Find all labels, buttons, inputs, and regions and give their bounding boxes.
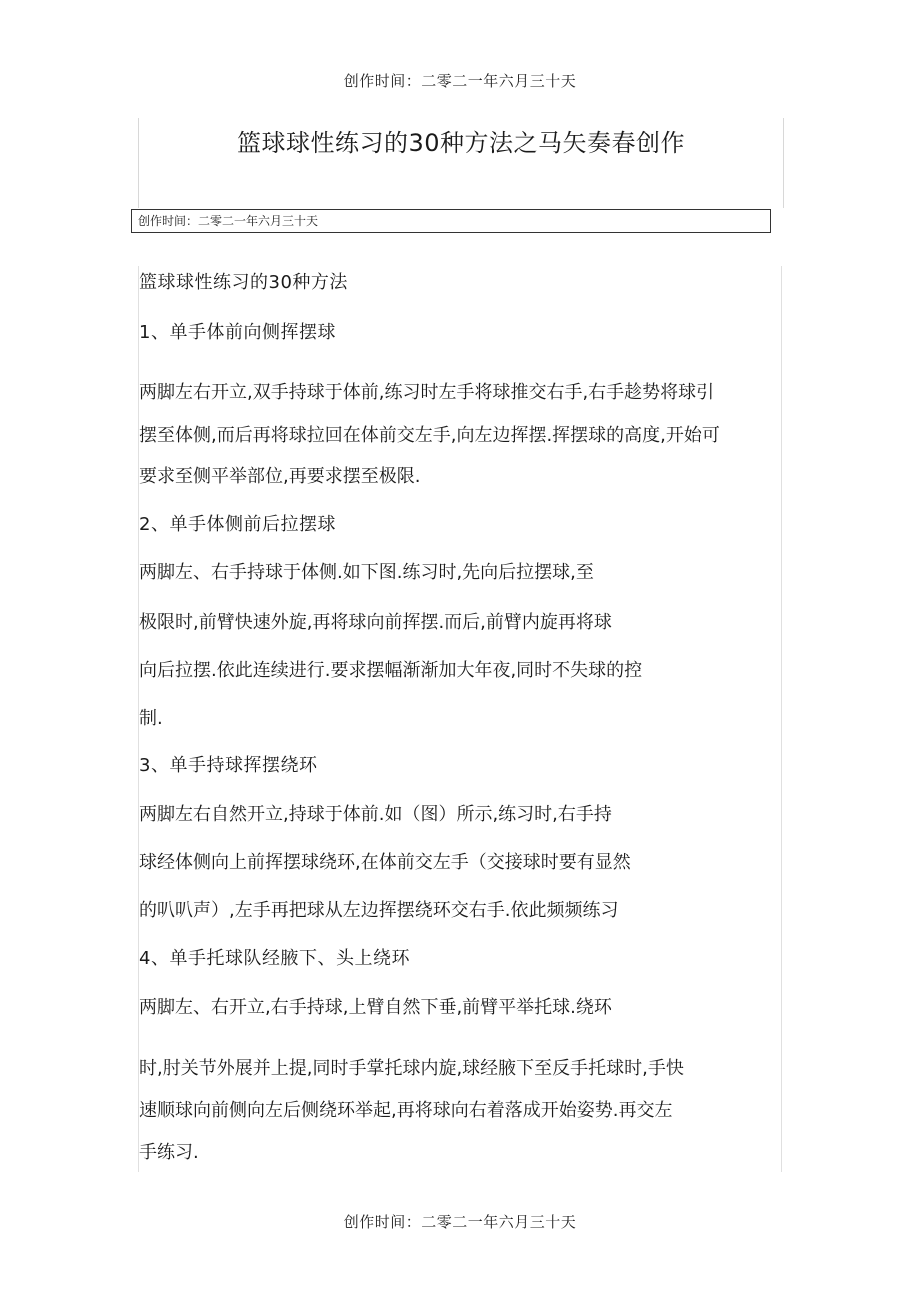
- section-3-heading: 3、单手持球挥摆绕环: [139, 755, 318, 776]
- header-creation-stamp: 创作时间：二零二一年六月三十天: [343, 72, 577, 90]
- section-2-line: 向后拉摆.依此连续进行.要求摆幅渐渐加大年夜,同时不失球的控: [139, 660, 643, 681]
- section-3-line: 球经体侧向上前挥摆球绕环,在体前交左手（交接球时要有显然: [139, 852, 631, 873]
- section-1-line: 要求至侧平举部位,再要求摆至极限.: [139, 466, 421, 487]
- section-4-line: 手练习.: [139, 1142, 199, 1163]
- content-subtitle: 篮球球性练习的30种方法: [139, 272, 348, 293]
- section-4-line: 两脚左、右开立,右手持球,上臂自然下垂,前臂平举托球.绕环: [139, 997, 612, 1018]
- section-1-line: 两脚左右开立,双手持球于体前,练习时左手将球推交右手,右手趁势将球引: [139, 382, 715, 403]
- section-2-line: 两脚左、右手持球于体侧.如下图.练习时,先向后拉摆球,至: [139, 562, 594, 583]
- section-4-line: 时,肘关节外展并上提,同时手掌托球内旋,球经腋下至反手托球时,手快: [139, 1058, 684, 1079]
- section-1-heading: 1、单手体前向侧挥摆球: [139, 322, 336, 343]
- section-4-heading: 4、单手托球队经腋下、头上绕环: [139, 948, 410, 969]
- document-title: 篮球球性练习的30种方法之马矢奏春创作: [236, 129, 686, 157]
- creation-stamp-box: 创作时间：二零二一年六月三十天: [131, 209, 771, 233]
- footer-creation-stamp: 创作时间：二零二一年六月三十天: [343, 1213, 577, 1231]
- section-2-line: 制.: [139, 708, 163, 729]
- section-2-heading: 2、单手体侧前后拉摆球: [139, 514, 336, 535]
- section-2-line: 极限时,前臂快速外旋,再将球向前挥摆.而后,前臂内旋再将球: [139, 612, 612, 633]
- section-3-line: 两脚左右自然开立,持球于体前.如（图）所示,练习时,右手持: [139, 804, 612, 825]
- title-block: [138, 118, 784, 208]
- section-4-line: 速顺球向前侧向左后侧绕环举起,再将球向右着落成开始姿势.再交左: [139, 1100, 673, 1121]
- section-3-line: 的叭叭声）,左手再把球从左边挥摆绕环交右手.依此频频练习: [139, 900, 619, 921]
- section-1-line: 摆至体侧,而后再将球拉回在体前交左手,向左边挥摆.挥摆球的高度,开始可: [139, 425, 720, 446]
